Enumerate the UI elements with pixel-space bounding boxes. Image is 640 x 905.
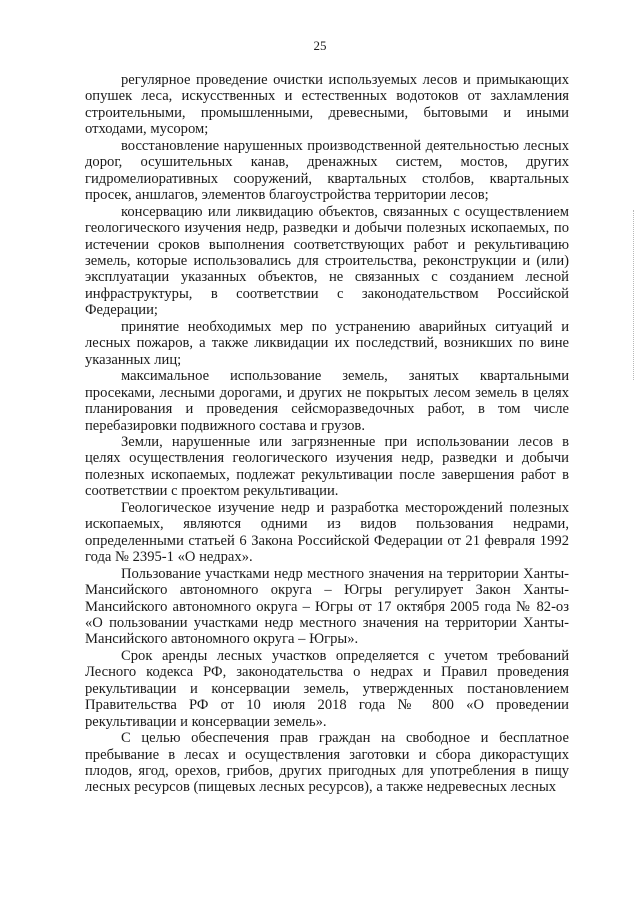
paragraph-recultivation: Земли, нарушенные или загрязненные при использовании лесов в целях осуществления геологического изучения недр, разведки и добычи полезных ископаемых, подлежат рекультивации после завершения работ в соответствии с проектом рекультивации. [85, 433, 569, 500]
paragraph-land-use: максимальное использование земель, занятых квартальными просеками, лесными дорогами, и других не покрытых лесом земель в целях планирования и проведения сейсморазведочных работ, в том числе перебазировки подвижного состава и грузов. [85, 368, 569, 434]
paragraph-citizen-rights: С целью обеспечения прав граждан на свободное и бесплатное пребывание в лесах и осуществления заготовки и сбора дикорастущих плодов, ягод, орехов, грибов, других пригодных для употребления в пищу лесных ресурсов (пищевых лесных ресурсов), а также недревесных лесных [85, 730, 569, 796]
paragraph-geological-study: Геологическое изучение недр и разработка месторождений полезных ископаемых, являются одними из видов пользования недрами, определенными статьей 6 Закона Российской Федерации от 21 февраля 1992 года № 2395-1 «О недрах». [85, 499, 569, 566]
paragraph-lease-term: Срок аренды лесных участков определяется с учетом требований Лесного кодекса РФ, законодательства о недрах и Правил проведения рекультивации и консервации земель, утвержденных постановлением Правительства РФ от 10 июля 2018 года № 800 «О проведении рекультивации и консервации земель». [85, 647, 569, 730]
paragraph-forest-cleaning: регулярное проведение очистки используемых лесов и примыкающих опушек леса, искусственных и естественных водотоков от захламления строительными, промышленными, древесными, бытовыми и иными отходами, мусором; [85, 72, 569, 138]
paragraph-emergency-measures: принятие необходимых мер по устранению аварийных ситуаций и лесных пожаров, а также ликвидации их последствий, возникших по вине указанных лиц; [85, 318, 569, 368]
paragraph-road-restoration: восстановление нарушенных производственной деятельностью лесных дорог, осушительных канав, дренажных систем, мостов, других гидромелиоративных сооружений, квартальных столбов, квартальных просек, аншлагов, элементов благоустройства территории лесов; [85, 137, 569, 204]
paragraph-local-subsoil: Пользование участками недр местного значения на территории Ханты-Мансийского автономного округа – Югры регулирует Закон Ханты-Мансийского автономного округа – Югры от 17 октября 2005 года № 82-оз «О пользовании участками недр местного значения на территории Ханты-Мансийского автономного округа – Югры». [85, 565, 569, 648]
scan-edge-mark [632, 210, 634, 380]
paragraph-conservation: консервацию или ликвидацию объектов, связанных с осуществлением геологического изучения недр, разведки и добычи полезных ископаемых, по истечении сроков выполнения соответствующих работ и рекультивацию земель, которые использовались для строительства, реконструкции и (или) эксплуатации указанных объектов, не связанных с созданием лесной инфраструктуры, в соответствии с законодательством Российской Федерации; [85, 203, 569, 319]
page-number: 25 [313, 38, 327, 53]
document-body [85, 72, 569, 796]
